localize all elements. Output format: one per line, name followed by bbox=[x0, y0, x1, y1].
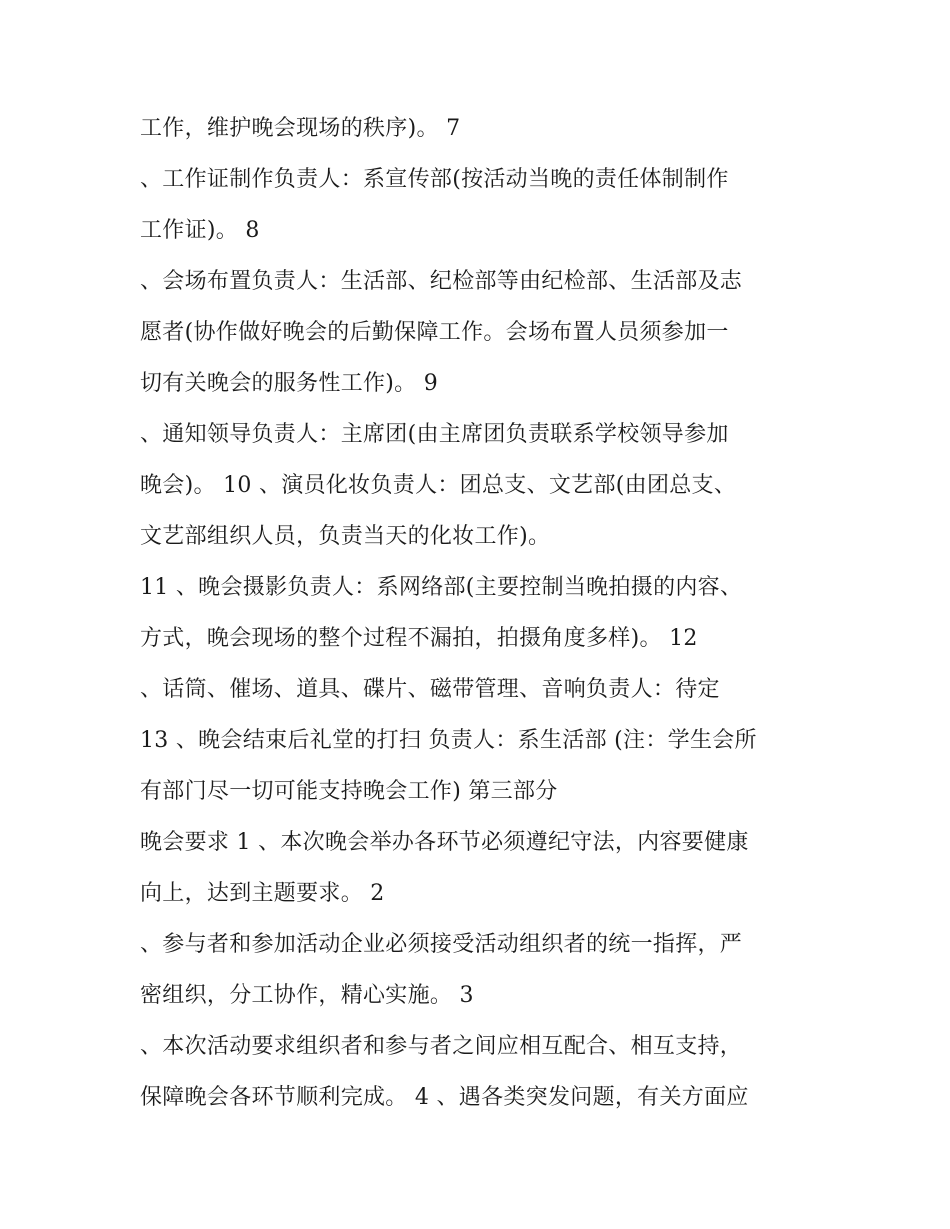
text-line: 晚会要求 1 、本次晚会举办各环节必须遵纪守法，内容要健康 bbox=[140, 830, 749, 855]
text-line: 向上，达到主题要求。 2 bbox=[140, 881, 385, 906]
text-line: 愿者(协作做好晚会的后勤保障工作。会场布置人员须参加一 bbox=[140, 320, 729, 345]
text-line: 11 、晚会摄影负责人：系网络部(主要控制当晚拍摄的内容、 bbox=[140, 575, 743, 600]
text-line: 、工作证制作负责人：系宣传部(按活动当晚的责任体制制作 bbox=[140, 167, 729, 192]
text-line: 、会场布置负责人：生活部、纪检部等由纪检部、生活部及志 bbox=[140, 269, 743, 294]
text-line: 方式，晚会现场的整个过程不漏拍，拍摄角度多样)。 12 bbox=[140, 626, 698, 651]
text-line: 切有关晚会的服务性工作)。 9 bbox=[140, 371, 439, 396]
text-line: 工作证)。 8 bbox=[140, 218, 260, 243]
text-line: 、本次活动要求组织者和参与者之间应相互配合、相互支持， bbox=[140, 1034, 743, 1059]
text-line: 、通知领导负责人：主席团(由主席团负责联系学校领导参加 bbox=[140, 422, 729, 447]
body-text bbox=[140, 108, 830, 1128]
text-line: 晚会)。 10 、演员化妆负责人：团总支、文艺部(由团总支、 bbox=[140, 473, 737, 498]
text-line: 有部门尽一切可能支持晚会工作) 第三部分 bbox=[140, 779, 558, 804]
text-line: 工作，维护晚会现场的秩序)。 7 bbox=[140, 116, 461, 141]
text-line: 文艺部组织人员，负责当天的化妆工作)。 bbox=[140, 524, 551, 549]
text-line: 13 、晚会结束后礼堂的打扫 负责人：系生活部 (注：学生会所 bbox=[140, 728, 757, 753]
text-line: 、参与者和参加活动企业必须接受活动组织者的统一指挥，严 bbox=[140, 932, 743, 957]
text-line: 、话筒、催场、道具、碟片、磁带管理、音响负责人：待定 bbox=[140, 677, 720, 702]
text-line: 密组织，分工协作，精心实施。 3 bbox=[140, 983, 474, 1008]
text-line: 保障晚会各环节顺利完成。 4 、遇各类突发问题，有关方面应 bbox=[140, 1085, 749, 1110]
